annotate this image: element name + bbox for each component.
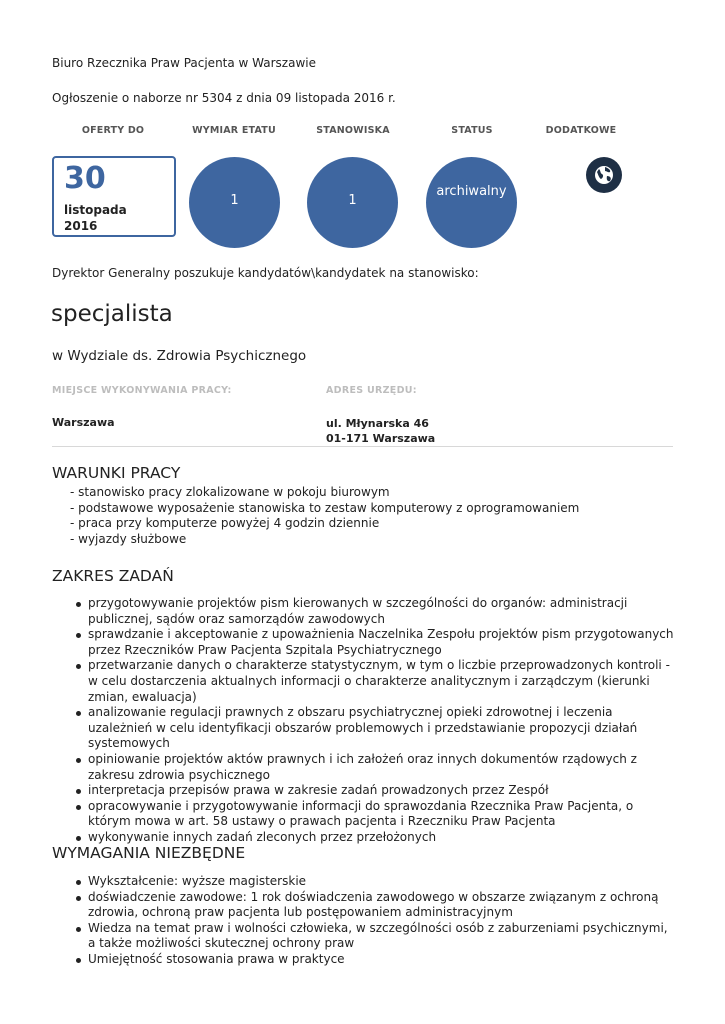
list-item: analizowanie regulacji prawnych z obszaru psychiatrycznej opieki zdrowotnej i leczenia uzależnień w celu identyfikacji obszarów problemowych i przedstawianie propozycji działań systemowych bbox=[74, 705, 674, 752]
deadline-day: 30 bbox=[64, 161, 106, 196]
list-item: przetwarzanie danych o charakterze statystycznym, w tym o liczbie przeprowadzonych kontroli - w celu dostarczenia aktualnych informacji o charakterze analitycznym i zarządczym (kierunki zmian, ewaluacja) bbox=[74, 658, 674, 705]
announcement-line: Ogłoszenie o naborze nr 5304 z dnia 09 listopada 2016 r. bbox=[52, 91, 396, 105]
fte-value: 1 bbox=[230, 193, 239, 208]
duties-list bbox=[74, 596, 674, 846]
location-divider bbox=[52, 446, 673, 447]
requirements-heading: WYMAGANIA NIEZBĘDNE bbox=[52, 844, 246, 862]
list-item: - wyjazdy służbowe bbox=[70, 531, 187, 546]
deadline-month-year bbox=[64, 202, 127, 234]
workplace-value: Warszawa bbox=[52, 416, 115, 429]
list-item: - stanowisko pracy zlokalizowane w pokoju biurowym bbox=[70, 485, 390, 499]
positions-header: STANOWISKA bbox=[316, 125, 390, 136]
workplace-label: MIEJSCE WYKONYWANIA PRACY: bbox=[52, 385, 232, 396]
intro-text: Dyrektor Generalny poszukuje kandydatów\kandydatek na stanowisko: bbox=[52, 266, 479, 280]
conditions-heading: WARUNKI PRACY bbox=[52, 464, 181, 482]
list-item: - praca przy komputerze powyżej 4 godzin dziennie bbox=[70, 516, 380, 531]
extra-header: DODATKOWE bbox=[545, 125, 617, 136]
list-item: Wiedza na temat praw i wolności człowieka, w szczególności osób z zaburzeniami psychicznymi, a także możliwości skutecznej ochrony praw bbox=[74, 921, 674, 952]
list-item: Wykształcenie: wyższe magisterskie bbox=[74, 874, 674, 890]
fte-header: WYMIAR ETATU bbox=[192, 125, 276, 136]
duties-heading: ZAKRES ZADAŃ bbox=[52, 567, 174, 585]
list-item: sprawdzanie i akceptowanie z upoważnienia Naczelnika Zespołu projektów pism przygotowanych przez Rzeczników Praw Pacjenta Szpitala Psychiatrycznego bbox=[74, 627, 674, 658]
status-circle bbox=[426, 157, 517, 248]
fte-circle bbox=[189, 157, 280, 248]
office-name: Biuro Rzecznika Praw Pacjenta w Warszawie bbox=[52, 56, 316, 70]
list-item: przygotowywanie projektów pism kierowanych w szczególności do organów: administracji publicznej, sądów oraz samorządów zawodowych bbox=[74, 596, 674, 627]
positions-circle bbox=[307, 157, 398, 248]
positions-value: 1 bbox=[348, 193, 357, 208]
status-value: archiwalny bbox=[436, 184, 507, 199]
list-item: opracowywanie i przygotowywanie informacji do sprawozdania Rzecznika Praw Pacjenta, o którym mowa w art. 58 ustawy o prawach pacjenta i Rzeczniku Praw Pacjenta bbox=[74, 799, 674, 830]
address-value bbox=[326, 416, 435, 446]
list-item: interpretacja przepisów prawa w zakresie zadań prowadzonych przez Zespół bbox=[74, 783, 674, 799]
list-item: wykonywanie innych zadań zleconych przez przełożonych bbox=[74, 830, 674, 846]
deadline-header: OFERTY DO bbox=[81, 125, 145, 136]
requirements-list bbox=[74, 874, 674, 968]
list-item: opiniowanie projektów aktów prawnych i ich założeń oraz innych dokumentów rządowych z zakresu zdrowia psychicznego bbox=[74, 752, 674, 783]
globe-icon-graphic bbox=[586, 157, 622, 193]
list-item: - podstawowe wyposażenie stanowiska to zestaw komputerowy z oprogramowaniem bbox=[70, 500, 580, 515]
list-item: doświadczenie zawodowe: 1 rok doświadczenia zawodowego w obszarze związanym z ochroną zdrowia, ochroną praw pacjenta lub postępowaniem administracyjnym bbox=[74, 890, 674, 921]
position-title: specjalista bbox=[51, 301, 173, 327]
address-line1: ul. Młynarska 46 bbox=[326, 417, 429, 430]
list-item: Umiejętność stosowania prawa w praktyce bbox=[74, 952, 674, 968]
status-header: STATUS bbox=[451, 125, 493, 136]
conditions-list bbox=[70, 485, 670, 547]
globe-icon[interactable] bbox=[586, 157, 622, 193]
address-label: ADRES URZĘDU: bbox=[326, 385, 417, 396]
deadline-box bbox=[52, 156, 176, 237]
address-line2: 01-171 Warszawa bbox=[326, 432, 436, 445]
department: w Wydziale ds. Zdrowia Psychicznego bbox=[52, 348, 307, 364]
deadline-month: listopada bbox=[64, 203, 127, 217]
deadline-year: 2016 bbox=[64, 219, 98, 233]
